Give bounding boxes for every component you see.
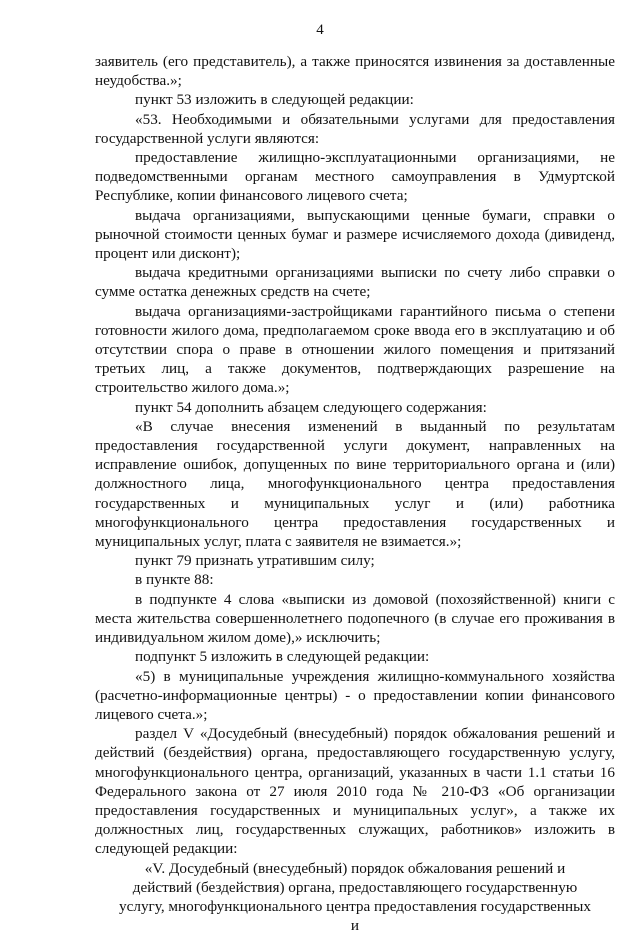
paragraph: выдача кредитными организациями выписки по счету либо справки о сумме остатка денежных средств на счете;	[95, 264, 615, 301]
paragraph: пункт 54 дополнить абзацем следующего содержания:	[135, 398, 487, 416]
paragraph: «53. Необходимыми и обязательными услугами для предоставления государственной услуги являются:	[95, 110, 615, 147]
paragraph: раздел V «Досудебный (внесудебный) порядок обжалования решений и действий (бездействия) органа, предоставляющего государственную услугу, многофункционального центра, организаций, указанных в части 1.1 статьи 16 Федерального закона от 27 июля 2010 года № 210-ФЗ «Об организации предоставления государственных и муниципальных услуг», а также их должностных лиц, государственных служащих, работников» изложить в следующей редакции:	[95, 725, 615, 858]
paragraph: в подпункте 4 слова «выписки из домовой (похозяйственной) книги с места жительства совершеннолетнего подопечного (в случае его проживания в индивидуальном жилом доме),» исключить;	[95, 590, 615, 647]
paragraph: выдача организациями, выпускающими ценные бумаги, справки о рыночной стоимости ценных бумаг и размере исчисляемого дохода (дивиденд, процент или дисконт);	[95, 206, 615, 263]
paragraph: заявитель (его представитель), а также приносятся извинения за доставленные неудобства.»;	[95, 53, 615, 90]
paragraph: выдача организациями-застройщиками гарантийного письма о степени готовности жилого дома, предполагаемом сроке ввода его в эксплуатацию и об отсутствии спора о праве в отношении жилого помещения и притязаний третьих лиц, а также документов, подтверждающих разрешение на строительство жилого дома.»;	[95, 302, 615, 397]
paragraph: «5) в муниципальные учреждения жилищно-коммунального хозяйства (расчетно-информационные центры) - о предоставлении копии финансового лицевого счета.»;	[95, 667, 615, 723]
paragraph: предоставление жилищно-эксплуатационными организациями, не подведомственными органам местного самоуправления в Удмуртской Республике, копии финансового лицевого счета;	[95, 149, 615, 205]
page-number: 4	[316, 22, 324, 38]
section-heading: «V. Досудебный (внесудебный) порядок обжалования решений и действий (бездействия) органа, предоставляющего государственную услугу, многофункционального центра предоставления государственных и	[119, 859, 591, 935]
paragraph: пункт 53 изложить в следующей редакции:	[135, 91, 414, 109]
paragraph: «В случае внесения изменений в выданный по результатам предоставления государственной услуги документ, направленных на исправление ошибок, допущенных по вине территориального органа и (или) должностного лица, многофункционального центра предоставления государственных и муниципальных услуг и (или) работника многофункционального центра предоставления государственных и муниципальных услуг, плата с заявителя не взимается.»;	[95, 417, 615, 551]
paragraph: в пункте 88:	[135, 571, 214, 589]
document-body	[95, 52, 615, 935]
paragraph: подпункт 5 изложить в следующей редакции:	[135, 648, 430, 666]
paragraph: пункт 79 признать утратившим силу;	[135, 552, 375, 570]
